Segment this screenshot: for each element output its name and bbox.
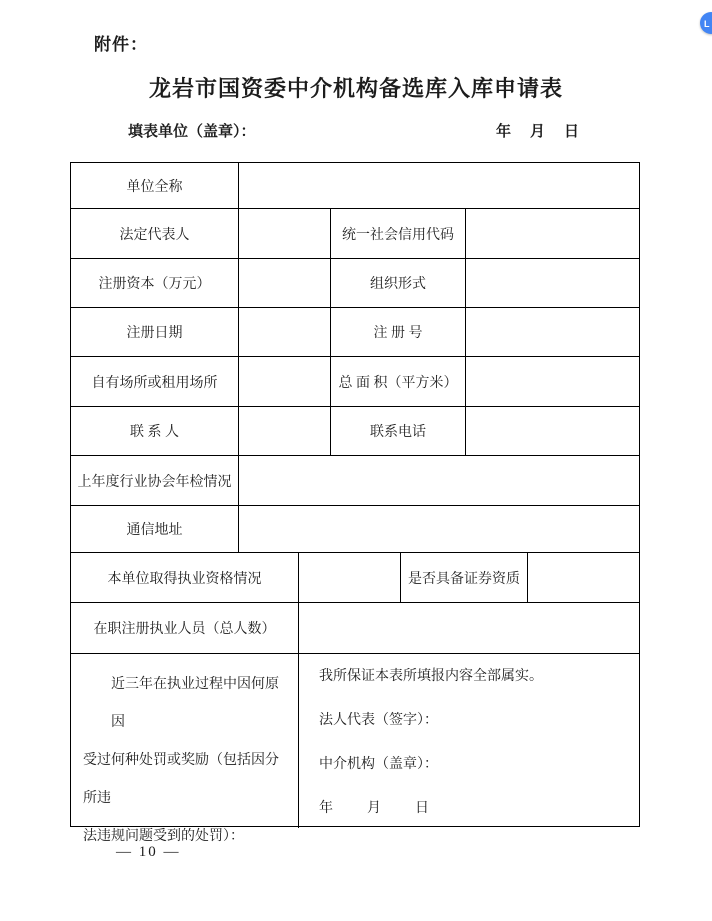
row-label: 总 面 积（平方米） <box>331 357 466 406</box>
declaration-statement: 我所保证本表所填报内容全部属实。 <box>319 669 543 684</box>
row-label: 在职注册执业人员（总人数） <box>71 603 299 653</box>
row-value-cell <box>239 456 639 505</box>
row-label: 本单位取得执业资格情况 <box>71 553 299 602</box>
row-label: 联 系 人 <box>71 407 239 455</box>
row-label: 注 册 号 <box>331 308 466 356</box>
row-value-cell <box>466 407 639 455</box>
row-value-cell <box>466 209 639 258</box>
table-row <box>71 553 639 603</box>
row-value-cell <box>239 209 331 258</box>
row-value-cell <box>299 603 639 653</box>
table-row <box>71 357 639 407</box>
row-label: 组织形式 <box>331 259 466 307</box>
row-label: 通信地址 <box>71 506 239 552</box>
row-value-cell <box>239 308 331 356</box>
table-row <box>71 163 639 209</box>
row-label: 是否具备证券资质 <box>401 553 528 602</box>
table-row <box>71 259 639 308</box>
page-number: — 10 — <box>116 844 181 860</box>
row-label: 注册资本（万元） <box>71 259 239 307</box>
floating-widget-icon: L <box>704 19 710 29</box>
penalty-question-line: 法违规问题受到的处罚）： <box>83 829 244 844</box>
declaration-date-line: 年 月 日 <box>319 801 431 816</box>
table-row <box>71 209 639 259</box>
agency-seal-label: 中介机构（盖章）： <box>319 757 438 772</box>
row-label: 统一社会信用代码 <box>331 209 466 258</box>
row-label: 法定代表人 <box>71 209 239 258</box>
floating-widget-button[interactable] <box>700 12 712 34</box>
row-value-cell <box>239 357 331 406</box>
application-form-table <box>70 162 640 844</box>
header-date-line: 年 月 日 <box>496 124 582 140</box>
row-label: 自有场所或租用场所 <box>71 357 239 406</box>
row-value-cell <box>239 506 639 552</box>
table-row-declaration <box>71 654 639 844</box>
row-value-cell <box>239 163 639 208</box>
penalty-question-label <box>71 654 299 844</box>
attachment-label: 附件： <box>94 35 148 54</box>
form-subheader <box>128 120 598 142</box>
row-value-cell <box>528 553 639 602</box>
table-row <box>71 407 639 456</box>
row-label: 上年度行业协会年检情况 <box>71 456 239 505</box>
row-label: 联系电话 <box>331 407 466 455</box>
fill-unit-label: 填表单位（盖章）： <box>128 124 256 140</box>
page-title: 龙岩市国资委中介机构备选库入库申请表 <box>148 76 563 101</box>
table-row <box>71 456 639 506</box>
row-label: 单位全称 <box>71 163 239 208</box>
row-value-cell <box>466 357 639 406</box>
row-value-cell <box>466 259 639 307</box>
row-label: 注册日期 <box>71 308 239 356</box>
penalty-question-line: 近三年在执业过程中因何原因 <box>111 677 279 730</box>
table-row <box>71 603 639 654</box>
row-value-cell <box>239 407 331 455</box>
table-row <box>71 308 639 357</box>
row-value-cell <box>466 308 639 356</box>
row-value-cell <box>299 553 401 602</box>
legal-representative-signature-label: 法人代表（签字）： <box>319 713 438 728</box>
table-row <box>71 506 639 553</box>
penalty-question-line: 受过何种处罚或奖励（包括因分所违 <box>83 753 279 806</box>
row-value-cell <box>239 259 331 307</box>
declaration-cell <box>299 654 639 828</box>
